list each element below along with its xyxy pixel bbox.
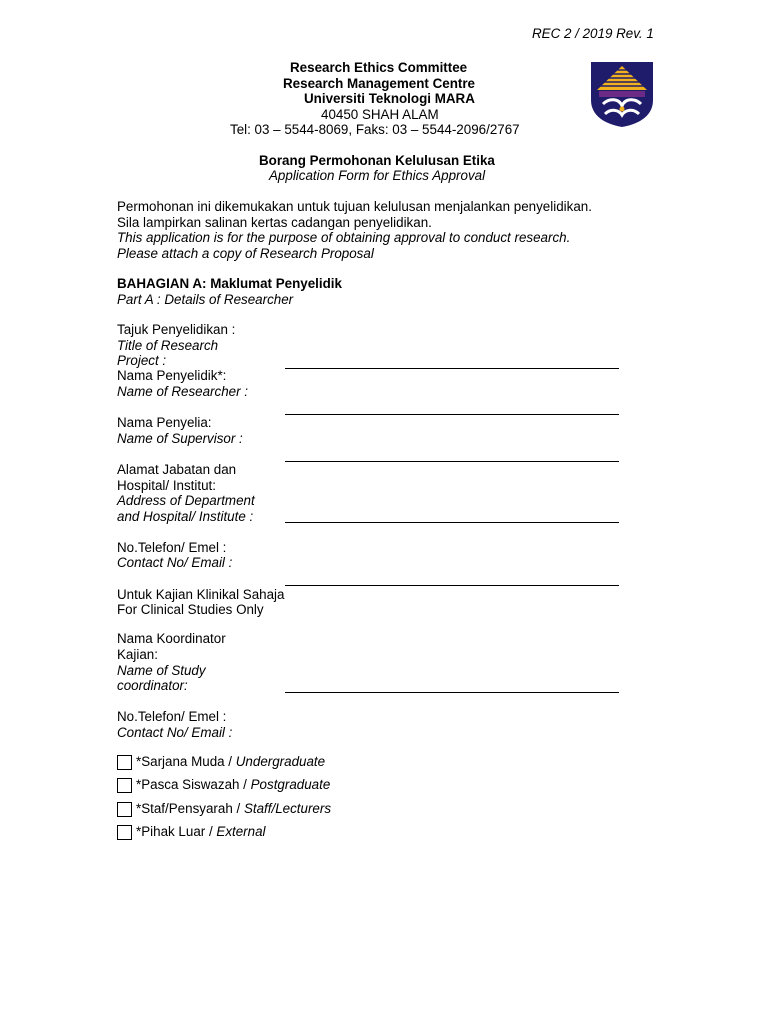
header-contact: Tel: 03 – 5544-8069, Faks: 03 – 5544-2096/2767	[230, 122, 520, 137]
contact2-label-english: Contact No/ Email :	[117, 725, 233, 740]
postgraduate-label-malay: *Pasca Siswazah /	[136, 777, 251, 792]
form-title-english: Application Form for Ethics Approval	[269, 168, 486, 183]
supervisor-label-english: Name of Supervisor :	[117, 431, 243, 446]
address-label-malay-2: Hospital/ Institut:	[117, 478, 216, 493]
section-a-subtitle: Part A : Details of Researcher	[117, 292, 294, 307]
intro-english-2: Please attach a copy of Research Proposal	[117, 246, 374, 261]
researcher-label-malay: Nama Penyelidik*:	[117, 368, 227, 383]
staff-label-malay: *Staf/Pensyarah /	[136, 801, 244, 816]
intro-malay-2: Sila lampirkan salinan kertas cadangan penyelidikan.	[117, 215, 432, 230]
external-option	[136, 824, 266, 840]
contact-label-english: Contact No/ Email :	[117, 555, 233, 570]
header-centre: Research Management Centre	[283, 76, 476, 91]
undergraduate-label-english: Undergraduate	[235, 754, 326, 769]
clinical-label-malay: Untuk Kajian Klinikal Sahaja	[117, 587, 285, 602]
undergraduate-checkbox[interactable]	[117, 755, 132, 770]
address-label-malay-1: Alamat Jabatan dan	[117, 462, 237, 477]
staff-option	[136, 801, 331, 817]
postgraduate-checkbox[interactable]	[117, 778, 132, 793]
coordinator-label-english-2: coordinator:	[117, 678, 188, 693]
title-input-line[interactable]	[285, 368, 619, 369]
clinical-label-english: For Clinical Studies Only	[117, 602, 264, 617]
postgraduate-label-english: Postgraduate	[250, 777, 331, 792]
supervisor-input-line[interactable]	[285, 461, 619, 462]
staff-checkbox[interactable]	[117, 802, 132, 817]
coordinator-label-malay-1: Nama Koordinator	[117, 631, 226, 646]
intro-malay-1: Permohonan ini dikemukakan untuk tujuan kelulusan menjalankan penyelidikan.	[117, 199, 592, 214]
external-checkbox[interactable]	[117, 825, 132, 840]
staff-label-english: Staff/Lecturers	[243, 801, 332, 816]
coordinator-input-line[interactable]	[285, 692, 619, 693]
section-a-title: BAHAGIAN A: Maklumat Penyelidik	[117, 276, 342, 291]
form-reference: REC 2 / 2019 Rev. 1	[532, 26, 654, 41]
external-label-english: External	[216, 824, 266, 839]
contact-input-line[interactable]	[285, 585, 619, 586]
researcher-input-line[interactable]	[285, 414, 619, 415]
title-label-english-1: Title of Research	[117, 338, 219, 353]
title-label-malay: Tajuk Penyelidikan :	[117, 322, 236, 337]
address-label-english-2: and Hospital/ Institute :	[117, 509, 254, 524]
uitm-crest-logo	[589, 60, 655, 128]
contact-label-malay: No.Telefon/ Emel :	[117, 540, 227, 555]
address-label-english-1: Address of Department	[117, 493, 255, 508]
undergraduate-label-malay: *Sarjana Muda /	[136, 754, 236, 769]
form-title-malay: Borang Permohonan Kelulusan Etika	[259, 153, 495, 168]
header-committee: Research Ethics Committee	[290, 60, 468, 75]
address-input-line[interactable]	[285, 522, 619, 523]
researcher-label-english: Name of Researcher :	[117, 384, 248, 399]
contact2-label-malay: No.Telefon/ Emel :	[117, 709, 227, 724]
header-university: Universiti Teknologi MARA	[304, 91, 475, 106]
coordinator-label-english-1: Name of Study	[117, 663, 206, 678]
external-label-malay: *Pihak Luar /	[136, 824, 217, 839]
undergraduate-option	[136, 754, 325, 770]
supervisor-label-malay: Nama Penyelia:	[117, 415, 212, 430]
title-label-english-2: Project :	[117, 353, 167, 368]
coordinator-label-malay-2: Kajian:	[117, 647, 158, 662]
postgraduate-option	[136, 777, 330, 793]
intro-english-1: This application is for the purpose of obtaining approval to conduct research.	[117, 230, 571, 245]
header-postcode: 40450 SHAH ALAM	[321, 107, 439, 122]
